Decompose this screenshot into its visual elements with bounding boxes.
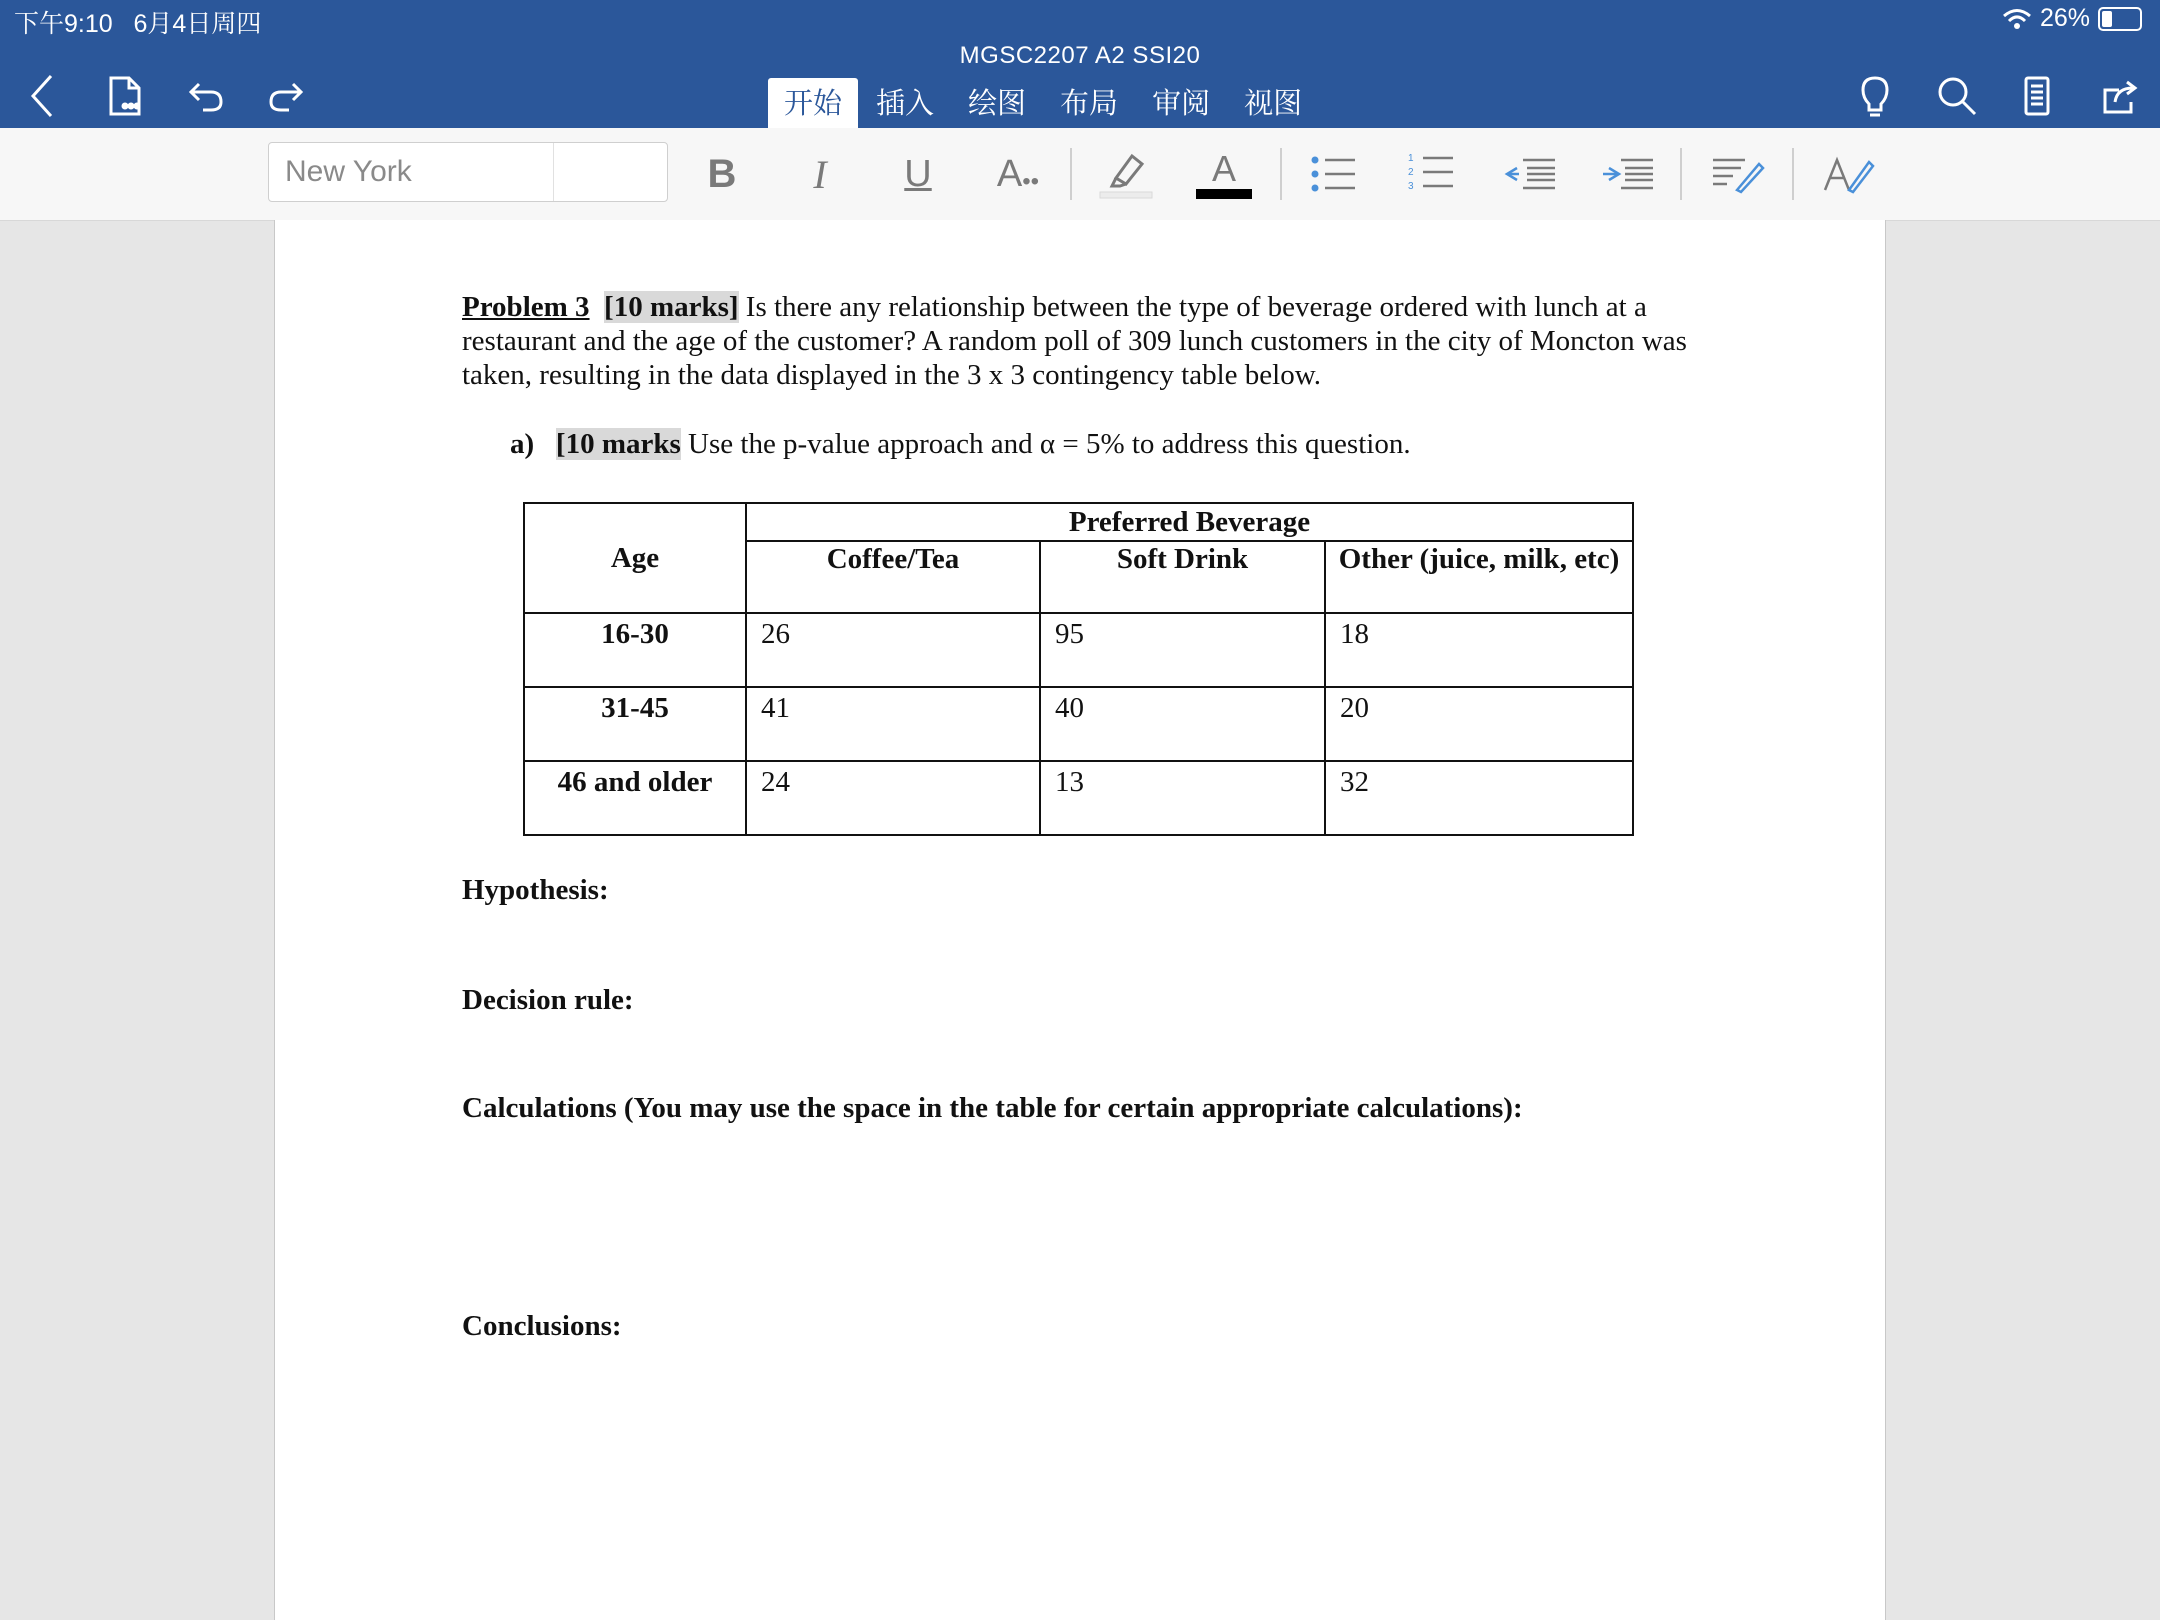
reading-view-button[interactable] (2014, 70, 2060, 122)
row-header: 46 and older (524, 761, 746, 835)
table-cell: 40 (1040, 687, 1325, 761)
chevron-left-icon (27, 72, 57, 120)
status-time: 下午9:10 (14, 10, 113, 38)
problem-marks: [10 marks] (604, 291, 739, 323)
battery-percent: 26% (2039, 4, 2090, 32)
document-body (462, 290, 1702, 1342)
ribbon-divider (1280, 148, 1282, 200)
contingency-table (523, 502, 1634, 836)
column-header: Coffee/Tea (746, 541, 1040, 613)
font-name: New York (285, 155, 412, 188)
paragraph-brush-icon (1711, 152, 1765, 196)
highlighter-icon (1098, 148, 1154, 200)
decision-rule-heading: Decision rule: (462, 984, 634, 1016)
svg-text:2: 2 (1408, 167, 1414, 178)
italic-button[interactable]: I (813, 151, 827, 197)
conclusions-heading: Conclusions: (462, 1310, 622, 1342)
bullets-button[interactable] (1308, 142, 1360, 206)
tab-draw[interactable]: 绘图 (968, 86, 1027, 120)
tab-home[interactable]: 开始 (768, 78, 858, 128)
table-cell: 26 (746, 613, 1040, 687)
title-bar (0, 0, 2160, 128)
status-bar-right (2002, 4, 2142, 33)
part-a (510, 428, 1411, 461)
status-bar-left (14, 4, 261, 40)
font-color-swatch (1196, 189, 1252, 199)
column-header: Soft Drink (1040, 541, 1325, 613)
calculations-heading: Calculations (You may use the space in the table for certain appropriate calculations): (462, 1092, 1523, 1124)
font-selector[interactable] (268, 142, 668, 202)
lightbulb-icon (1859, 74, 1891, 118)
problem-paragraph (462, 290, 1702, 392)
table-cell: 18 (1325, 613, 1633, 687)
outdent-icon (1503, 154, 1557, 194)
tab-review[interactable]: 审阅 (1152, 86, 1211, 120)
beverage-group-header: Preferred Beverage (746, 503, 1633, 541)
ribbon-divider (1792, 148, 1794, 200)
tablet-icon (2022, 74, 2052, 118)
font-color-button[interactable] (1194, 142, 1254, 206)
styles-icon (1821, 152, 1875, 196)
font-size-divider (553, 143, 554, 201)
svg-text:1: 1 (1408, 153, 1414, 164)
font-more-label: A (996, 152, 1023, 195)
hypothesis-heading: Hypothesis: (462, 874, 609, 906)
part-marks: [10 marks (555, 428, 681, 460)
battery-icon (2098, 7, 2142, 31)
table-row (524, 687, 1633, 761)
more-icon: •• (1022, 168, 1040, 195)
problem-text: Is there any relationship between the type of beverage ordered with lunch at a restaurant and the age of the customer? A random poll of 309 lunch customers in the city of Moncton was taken, resulting in the data displayed in the 3 x 3 contingency table below. (462, 291, 1687, 391)
part-text: Use the p-value approach and α = 5% to address this question. (680, 428, 1411, 460)
paragraph-format-button[interactable] (1710, 142, 1766, 206)
age-header: Age (524, 503, 746, 613)
ribbon-divider (1070, 148, 1072, 200)
table-cell: 24 (746, 761, 1040, 835)
undo-button[interactable] (180, 70, 230, 122)
styles-button[interactable] (1820, 142, 1876, 206)
table-cell: 13 (1040, 761, 1325, 835)
part-label: a) (510, 428, 535, 460)
file-icon (105, 74, 145, 118)
tab-view[interactable]: 视图 (1244, 86, 1303, 120)
search-icon (1936, 75, 1978, 117)
table-cell: 20 (1325, 687, 1633, 761)
underline-button[interactable]: U (904, 152, 932, 195)
ribbon-divider (1680, 148, 1682, 200)
column-header: Other (juice, milk, etc) (1325, 541, 1633, 613)
bold-button[interactable]: B (707, 151, 737, 196)
status-date: 6月4日周四 (133, 10, 262, 38)
tell-me-button[interactable] (1852, 70, 1898, 122)
row-header: 16-30 (524, 613, 746, 687)
numbered-list-icon (1407, 150, 1457, 198)
redo-button[interactable] (262, 70, 312, 122)
table-row (524, 613, 1633, 687)
search-button[interactable] (1932, 70, 1982, 122)
svg-text:3: 3 (1408, 181, 1414, 192)
table-cell: 41 (746, 687, 1040, 761)
back-button[interactable] (22, 70, 62, 122)
increase-indent-button[interactable] (1600, 142, 1656, 206)
tab-layout[interactable]: 布局 (1060, 86, 1119, 120)
home-ribbon (0, 128, 2160, 221)
highlight-button[interactable] (1096, 142, 1156, 206)
table-cell: 95 (1040, 613, 1325, 687)
indent-icon (1601, 154, 1655, 194)
problem-label: Problem 3 (462, 291, 590, 323)
share-button[interactable] (2094, 70, 2144, 122)
font-more-button[interactable] (992, 142, 1044, 206)
table-cell: 32 (1325, 761, 1633, 835)
file-button[interactable] (100, 70, 150, 122)
decrease-indent-button[interactable] (1502, 142, 1558, 206)
share-icon (2097, 76, 2141, 116)
redo-icon (267, 76, 307, 116)
numbering-button[interactable] (1406, 142, 1458, 206)
bullet-list-icon (1309, 152, 1359, 196)
font-color-label: A (1211, 148, 1236, 189)
tab-insert[interactable]: 插入 (876, 86, 935, 120)
undo-icon (185, 76, 225, 116)
wifi-icon (2002, 8, 2032, 30)
document-title: MGSC2207 A2 SSI20 (959, 42, 1201, 69)
table-row (524, 761, 1633, 835)
row-header: 31-45 (524, 687, 746, 761)
ribbon-tabs (768, 78, 1320, 128)
